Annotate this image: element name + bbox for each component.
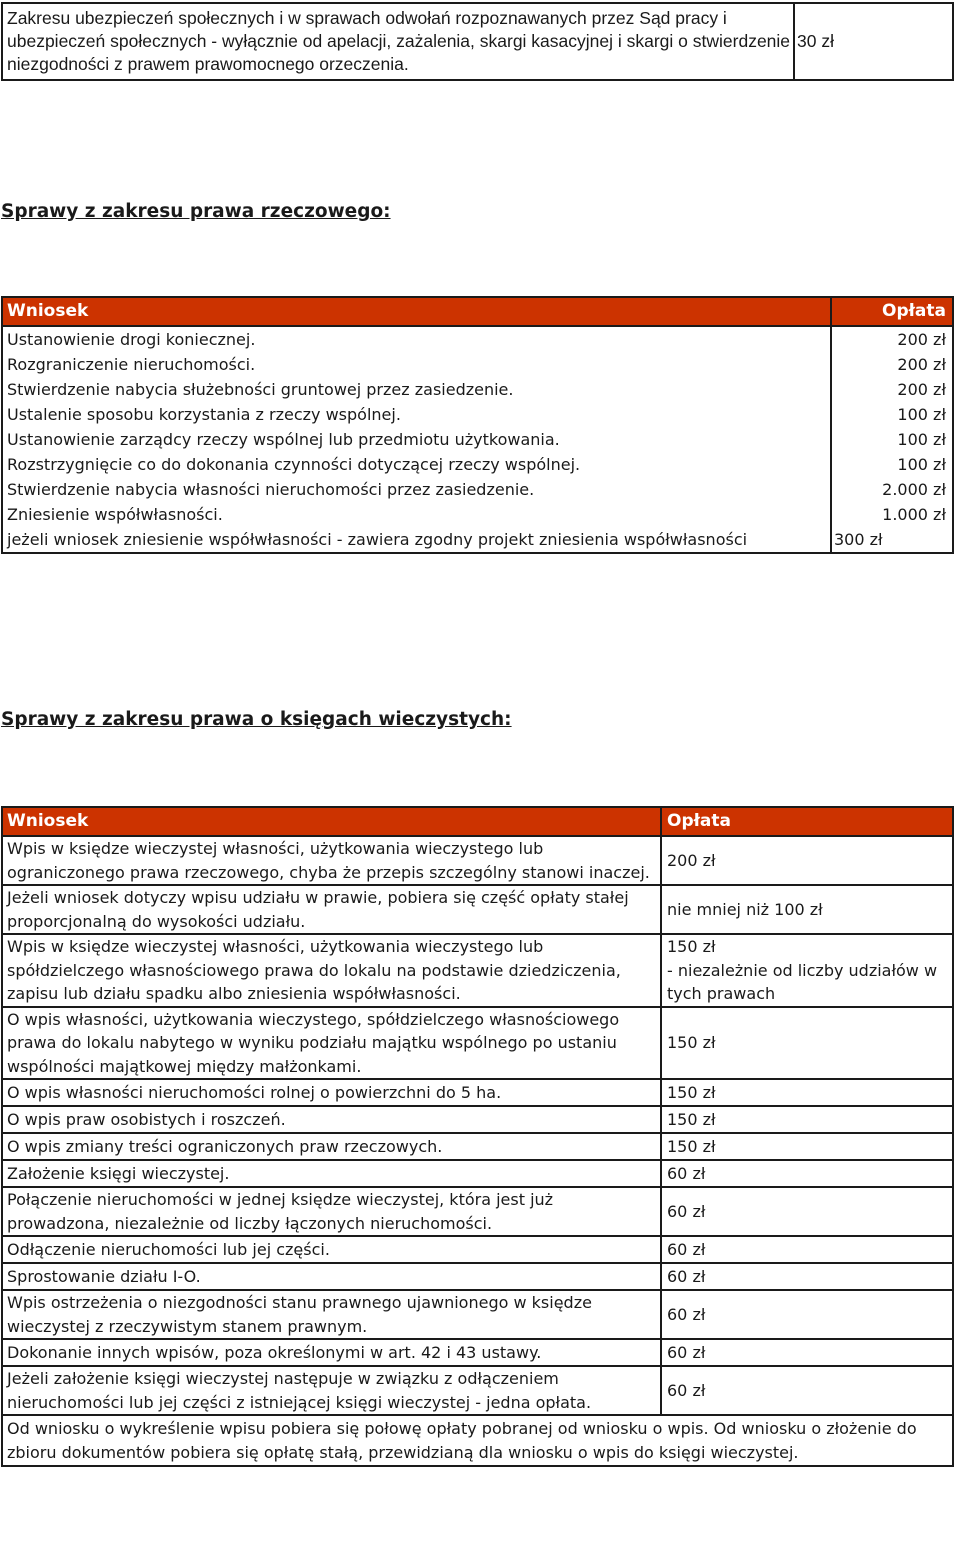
row-label: O wpis własności, użytkowania wieczystego, spółdzielczego własnościowego prawa do lokalu nabytego w wyniku podziału majątku wspólnego po ustaniu wspólności majątkowej między małżonkami. — [2, 1007, 661, 1080]
row-label: O wpis zmiany treści ograniczonych praw rzeczowych. — [2, 1133, 661, 1160]
row-fee: 1.000 zł — [831, 502, 953, 527]
row-label: Ustanowienie drogi koniecznej. — [2, 326, 831, 352]
header-oplata: Opłata — [661, 807, 953, 836]
row-label: Dokonanie innych wpisów, poza określonymi w art. 42 i 43 ustawy. — [2, 1339, 661, 1366]
row-fee: 200 zł — [831, 352, 953, 377]
row-label: Założenie księgi wieczystej. — [2, 1160, 661, 1187]
table-row — [2, 502, 953, 527]
table-row — [2, 1263, 953, 1290]
row-fee: 60 zł — [661, 1160, 953, 1187]
table-header-row — [2, 297, 953, 326]
row-label: Ustanowienie zarządcy rzeczy wspólnej lub przedmiotu użytkowania. — [2, 427, 831, 452]
header-oplata: Opłata — [831, 297, 953, 326]
row-label: Odłączenie nieruchomości lub jej części. — [2, 1236, 661, 1263]
row-fee: 300 zł — [831, 527, 953, 553]
row-fee: 2.000 zł — [831, 477, 953, 502]
table-row — [2, 1079, 953, 1106]
row-fee: 100 zł — [831, 452, 953, 477]
social-insurance-fee-table — [1, 2, 954, 81]
table-row — [2, 477, 953, 502]
table-row — [2, 377, 953, 402]
row-fee: 60 zł — [661, 1236, 953, 1263]
table-row — [2, 1106, 953, 1133]
table-row — [2, 836, 953, 885]
table-row — [2, 934, 953, 1007]
social-insurance-description: Zakresu ubezpieczeń społecznych i w sprawach odwołań rozpoznawanych przez Sąd pracy i ubezpieczeń społecznych - wyłącznie od apelacji, zażalenia, skargi kasacyjnej i skargi o stwierdzenie niezgodności z prawem prawomocnego orzeczenia. — [2, 3, 794, 80]
table-header-row — [2, 807, 953, 836]
row-fee: 60 zł — [661, 1339, 953, 1366]
row-label: Wpis ostrzeżenia o niezgodności stanu prawnego ujawnionego w księdze wieczystej z rzeczywistym stanem prawnym. — [2, 1290, 661, 1339]
table-row — [2, 1187, 953, 1236]
row-fee: 150 zł — [661, 1106, 953, 1133]
table-row — [2, 1290, 953, 1339]
table-row — [2, 885, 953, 934]
row-label: Stwierdzenie nabycia służebności gruntowej przez zasiedzenie. — [2, 377, 831, 402]
row-label: Rozgraniczenie nieruchomości. — [2, 352, 831, 377]
header-wniosek: Wniosek — [2, 807, 661, 836]
row-label: Wpis w księdze wieczystej własności, użytkowania wieczystego lub spółdzielczego własnościowego prawa do lokalu na podstawie dziedziczenia, zapisu lub działu spadku albo zniesienia współwłasności. — [2, 934, 661, 1007]
table-row — [2, 427, 953, 452]
row-fee: 200 zł — [661, 836, 953, 885]
table-row — [2, 352, 953, 377]
row-fee: 150 zł — [661, 1007, 953, 1080]
table-row — [2, 1007, 953, 1080]
footer-note: Od wniosku o wykreślenie wpisu pobiera się połowę opłaty pobranej od wniosku o wpis. Od wniosku o złożenie do zbioru dokumentów pobiera się opłatę stałą, przewidzianą dla wniosku o wpis do księgi wieczystej. — [2, 1415, 953, 1466]
row-fee: 60 zł — [661, 1263, 953, 1290]
row-fee: 150 zł — [661, 1079, 953, 1106]
row-label: Sprostowanie działu I-O. — [2, 1263, 661, 1290]
property-law-heading: Sprawy z zakresu prawa rzeczowego: — [1, 201, 391, 222]
social-insurance-fee: 30 zł — [794, 3, 953, 80]
row-fee: 200 zł — [831, 377, 953, 402]
land-register-heading: Sprawy z zakresu prawa o księgach wieczystych: — [1, 709, 512, 730]
row-label: Zniesienie współwłasności. — [2, 502, 831, 527]
row-fee-with-note — [661, 934, 953, 1007]
table-row — [2, 402, 953, 427]
row-fee: 100 zł — [831, 402, 953, 427]
row-label: Połączenie nieruchomości w jednej księdze wieczystej, która jest już prowadzona, niezależnie od liczby łączonych nieruchomości. — [2, 1187, 661, 1236]
footer-note-row — [2, 1415, 953, 1466]
row-fee: 100 zł — [831, 427, 953, 452]
row-fee: 60 zł — [661, 1290, 953, 1339]
header-wniosek: Wniosek — [2, 297, 831, 326]
row-label: jeżeli wniosek zniesienie współwłasności - zawiera zgodny projekt zniesienia współwłasności — [2, 527, 831, 553]
row-fee: 60 zł — [661, 1366, 953, 1415]
row-fee-note: - niezależnie od liczby udziałów w tych prawach — [667, 960, 938, 1003]
row-fee: 60 zł — [661, 1187, 953, 1236]
row-label: Ustalenie sposobu korzystania z rzeczy wspólnej. — [2, 402, 831, 427]
row-label: Stwierdzenie nabycia własności nieruchomości przez zasiedzenie. — [2, 477, 831, 502]
row-fee: nie mniej niż 100 zł — [661, 885, 953, 934]
land-register-fee-table — [1, 806, 954, 1467]
table-row — [2, 1133, 953, 1160]
row-label: O wpis praw osobistych i roszczeń. — [2, 1106, 661, 1133]
row-label: O wpis własności nieruchomości rolnej o powierzchni do 5 ha. — [2, 1079, 661, 1106]
table-row — [2, 1160, 953, 1187]
table-row — [2, 1366, 953, 1415]
social-insurance-row — [2, 3, 953, 80]
property-law-fee-table — [1, 296, 954, 554]
row-fee: 200 zł — [831, 326, 953, 352]
table-row — [2, 326, 953, 352]
row-label: Rozstrzygnięcie co do dokonania czynności dotyczącej rzeczy wspólnej. — [2, 452, 831, 477]
row-fee: 150 zł — [667, 937, 716, 956]
table-row — [2, 1339, 953, 1366]
row-fee: 150 zł — [661, 1133, 953, 1160]
table-row — [2, 452, 953, 477]
row-label: Wpis w księdze wieczystej własności, użytkowania wieczystego lub ograniczonego prawa rzeczowego, chyba że przepis szczególny stanowi inaczej. — [2, 836, 661, 885]
row-label: Jeżeli wniosek dotyczy wpisu udziału w prawie, pobiera się część opłaty stałej proporcjonalną do wysokości udziału. — [2, 885, 661, 934]
row-label: Jeżeli założenie księgi wieczystej następuje w związku z odłączeniem nieruchomości lub jej części z istniejącej księgi wieczystej - jedna opłata. — [2, 1366, 661, 1415]
table-row — [2, 1236, 953, 1263]
table-row — [2, 527, 953, 553]
